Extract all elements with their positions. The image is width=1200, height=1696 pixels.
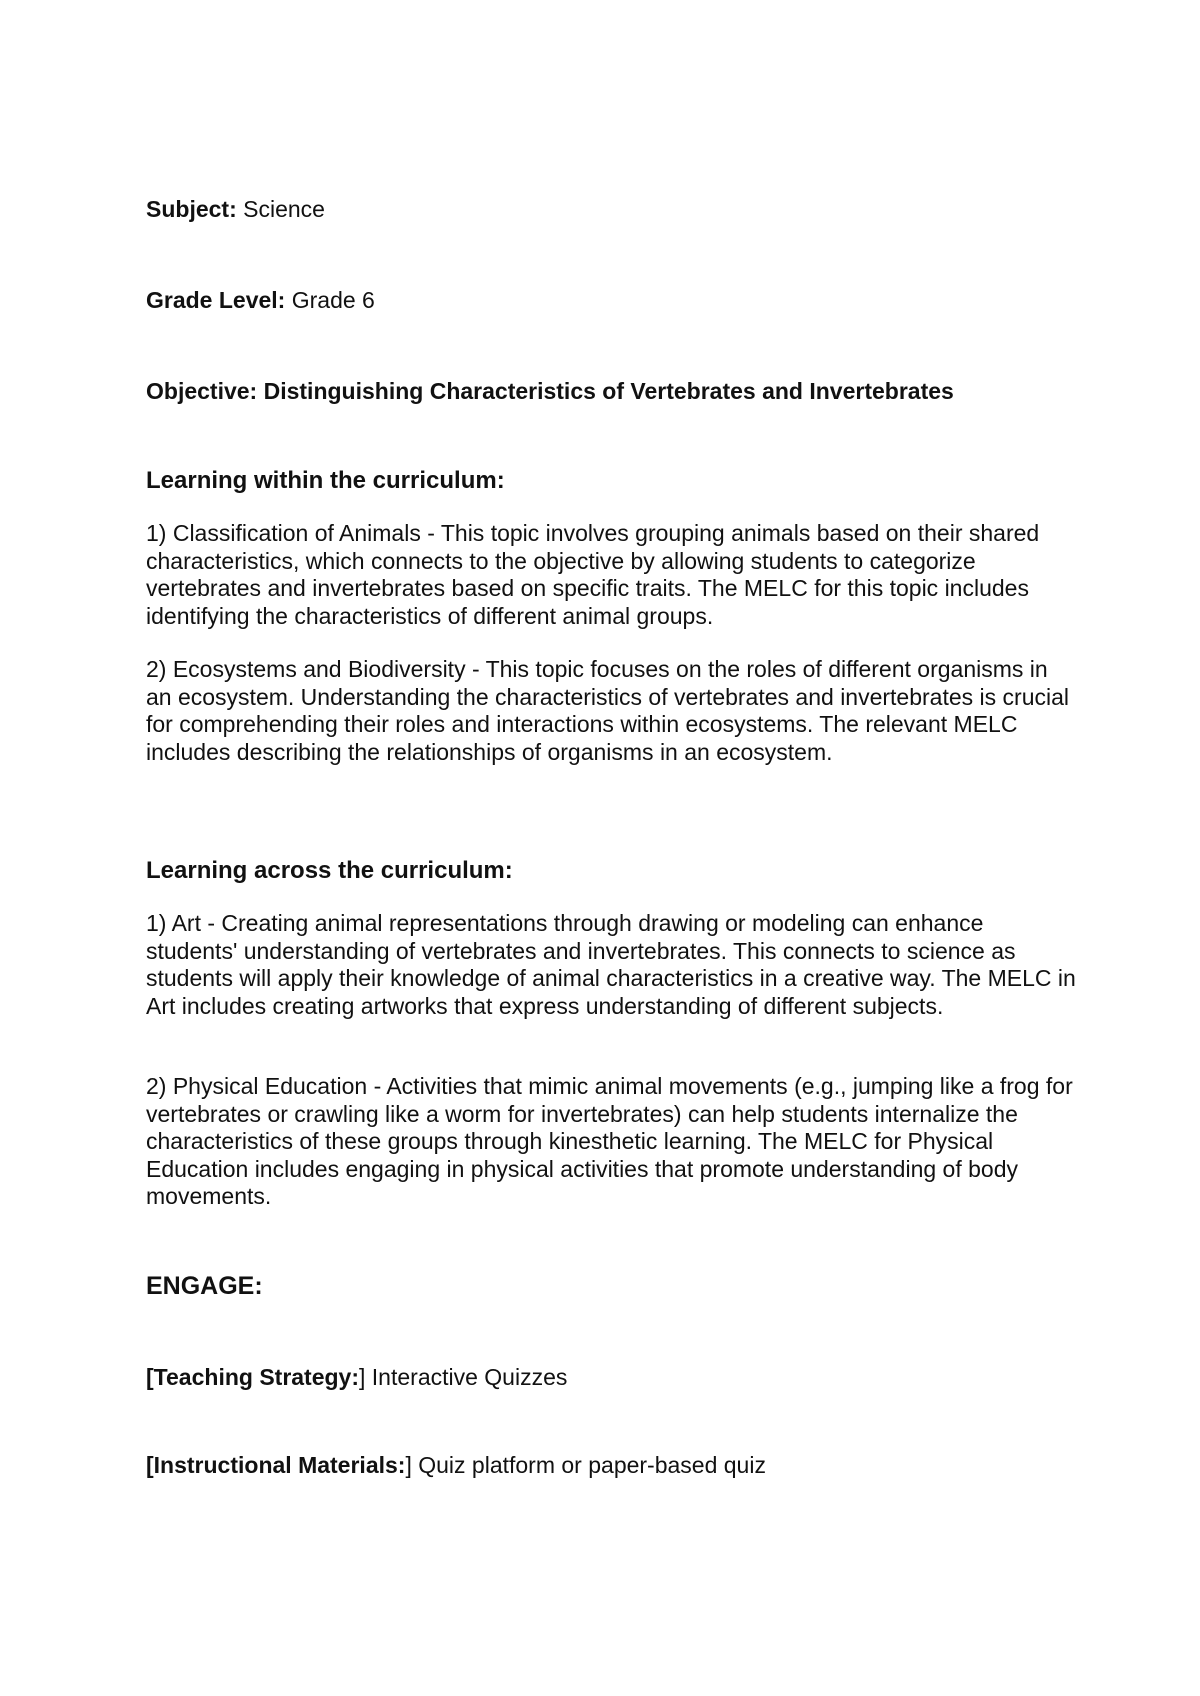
within-curriculum-heading: Learning within the curriculum: bbox=[146, 467, 505, 494]
objective-value: Distinguishing Characteristics of Vertebrates and Invertebrates bbox=[263, 378, 954, 404]
instructional-materials-open-bracket: [ bbox=[146, 1452, 154, 1478]
teaching-strategy-line bbox=[146, 1363, 567, 1391]
grade-level-line bbox=[146, 286, 375, 314]
instructional-materials-line bbox=[146, 1451, 766, 1479]
teaching-strategy-open-bracket: [ bbox=[146, 1364, 154, 1390]
across-curriculum-heading: Learning across the curriculum: bbox=[146, 857, 513, 884]
subject-line bbox=[146, 195, 325, 223]
across-item-1: 1) Art - Creating animal representations through drawing or modeling can enhance students' understanding of vertebrates and invertebrates. This connects to science as students will apply their knowledge of animal characteristics in a creative way. The MELC in Art includes creating artworks that express understanding of different subjects. bbox=[146, 910, 1076, 1019]
subject-value: Science bbox=[243, 196, 325, 222]
subject-label: Subject: bbox=[146, 196, 237, 222]
objective-label: Objective: bbox=[146, 378, 258, 404]
instructional-materials-label: Instructional Materials: bbox=[153, 1452, 406, 1478]
teaching-strategy-label: Teaching Strategy: bbox=[153, 1364, 360, 1390]
instructional-materials-value: Quiz platform or paper-based quiz bbox=[418, 1452, 766, 1478]
objective-line bbox=[146, 377, 954, 405]
teaching-strategy-close-bracket: ] bbox=[359, 1364, 366, 1390]
teaching-strategy-value: Interactive Quizzes bbox=[371, 1364, 568, 1390]
within-item-2: 2) Ecosystems and Biodiversity - This topic focuses on the roles of different organisms in an ecosystem. Understanding the characteristics of vertebrates and invertebrates is crucial for comprehending their roles and interactions within ecosystems. The relevant MELC includes describing the relationships of organisms in an ecosystem. bbox=[146, 656, 1069, 765]
engage-heading: ENGAGE: bbox=[146, 1272, 263, 1300]
grade-level-value: Grade 6 bbox=[291, 287, 375, 313]
document-page bbox=[146, 0, 1076, 1696]
across-item-2: 2) Physical Education - Activities that mimic animal movements (e.g., jumping like a frog for vertebrates or crawling like a worm for invertebrates) can help students internalize the characteristics of these groups through kinesthetic learning. The MELC for Physical Education includes engaging in physical activities that promote understanding of body movements. bbox=[146, 1073, 1073, 1210]
instructional-materials-close-bracket: ] bbox=[405, 1452, 412, 1478]
grade-level-label: Grade Level: bbox=[146, 287, 286, 313]
within-item-1: 1) Classification of Animals - This topic involves grouping animals based on their shared characteristics, which connects to the objective by allowing students to categorize vertebrates and invertebrates based on specific traits. The MELC for this topic includes identifying the characteristics of different animal groups. bbox=[146, 520, 1040, 629]
